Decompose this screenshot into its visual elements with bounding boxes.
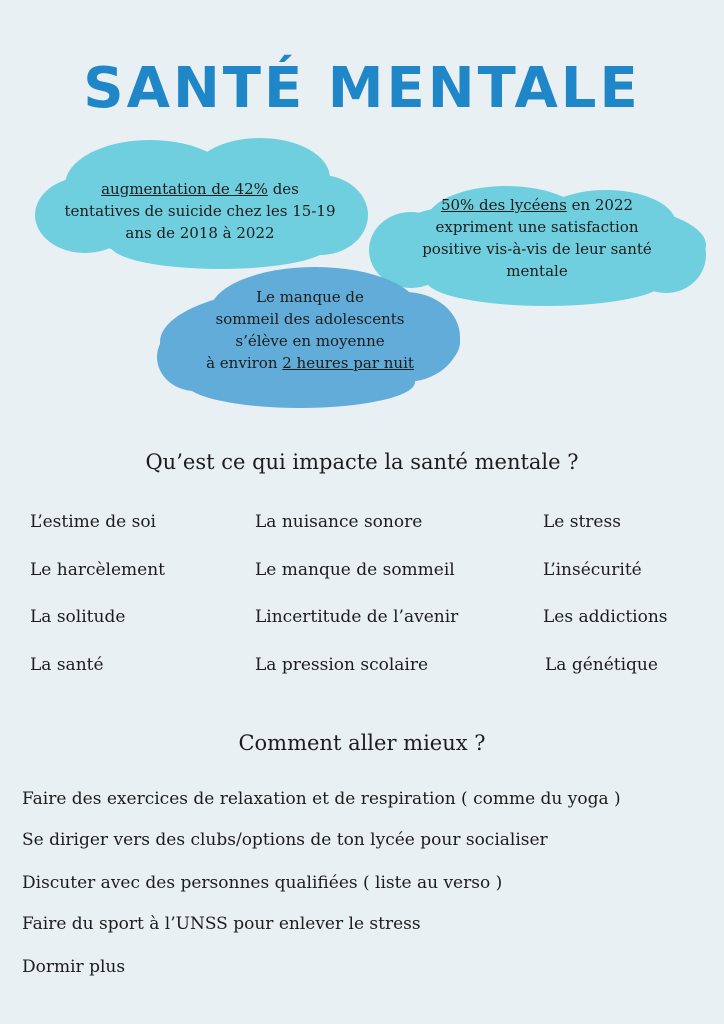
cloud-text-line: des bbox=[267, 180, 299, 198]
tip-item: Dormir plus bbox=[22, 957, 126, 977]
factor-item: Lincertitude de l’avenir bbox=[255, 607, 459, 627]
cloud-underline-text: 50% des lycéens bbox=[440, 196, 567, 214]
factor-item: La solitude bbox=[30, 607, 126, 627]
factor-item: La nuisance sonore bbox=[255, 512, 423, 532]
stat-cloud-sleep bbox=[150, 262, 470, 412]
cloud-text-line: mentale bbox=[506, 262, 568, 280]
cloud-underline-text: augmentation de 42% bbox=[101, 180, 268, 198]
factor-item: L’insécurité bbox=[543, 560, 642, 580]
cloud-text-line: à environ bbox=[206, 354, 283, 372]
page-title: SANTÉ MENTALE bbox=[83, 56, 641, 121]
factor-item: La génétique bbox=[545, 655, 658, 675]
stat-cloud-suicide bbox=[30, 130, 370, 270]
tip-item: Discuter avec des personnes qualifiées ( liste au verso ) bbox=[22, 873, 503, 893]
impact-heading: Qu’est ce qui impacte la santé mentale ? bbox=[145, 450, 579, 474]
factor-item: Le manque de sommeil bbox=[255, 560, 455, 580]
better-heading: Comment aller mieux ? bbox=[238, 731, 486, 755]
cloud-text-line: Le manque de bbox=[256, 288, 364, 306]
tip-item: Faire des exercices de relaxation et de respiration ( comme du yoga ) bbox=[22, 789, 621, 809]
factor-item: La pression scolaire bbox=[255, 655, 429, 675]
factor-item: Le stress bbox=[543, 512, 621, 532]
factor-item: Les addictions bbox=[543, 607, 668, 627]
cloud-text-line: positive vis-à-vis de leur santé bbox=[422, 240, 652, 258]
cloud-text-line: tentatives de suicide chez les 15-19 bbox=[64, 202, 336, 220]
cloud-text-line: s’élève en moyenne bbox=[235, 332, 385, 350]
cloud-text-line: en 2022 bbox=[566, 196, 634, 214]
factor-item: La santé bbox=[30, 655, 104, 675]
factor-item: Le harcèlement bbox=[30, 560, 166, 580]
tip-item: Faire du sport à l’UNSS pour enlever le stress bbox=[22, 914, 421, 934]
cloud-text-line: ans de 2018 à 2022 bbox=[125, 224, 275, 242]
cloud-text-line: sommeil des adolescents bbox=[215, 310, 405, 328]
cloud-text-line: expriment une satisfaction bbox=[435, 218, 639, 236]
factor-item: L’estime de soi bbox=[30, 512, 156, 532]
tip-item: Se diriger vers des clubs/options de ton lycée pour socialiser bbox=[22, 830, 548, 850]
cloud-underline-text: 2 heures par nuit bbox=[282, 354, 414, 372]
